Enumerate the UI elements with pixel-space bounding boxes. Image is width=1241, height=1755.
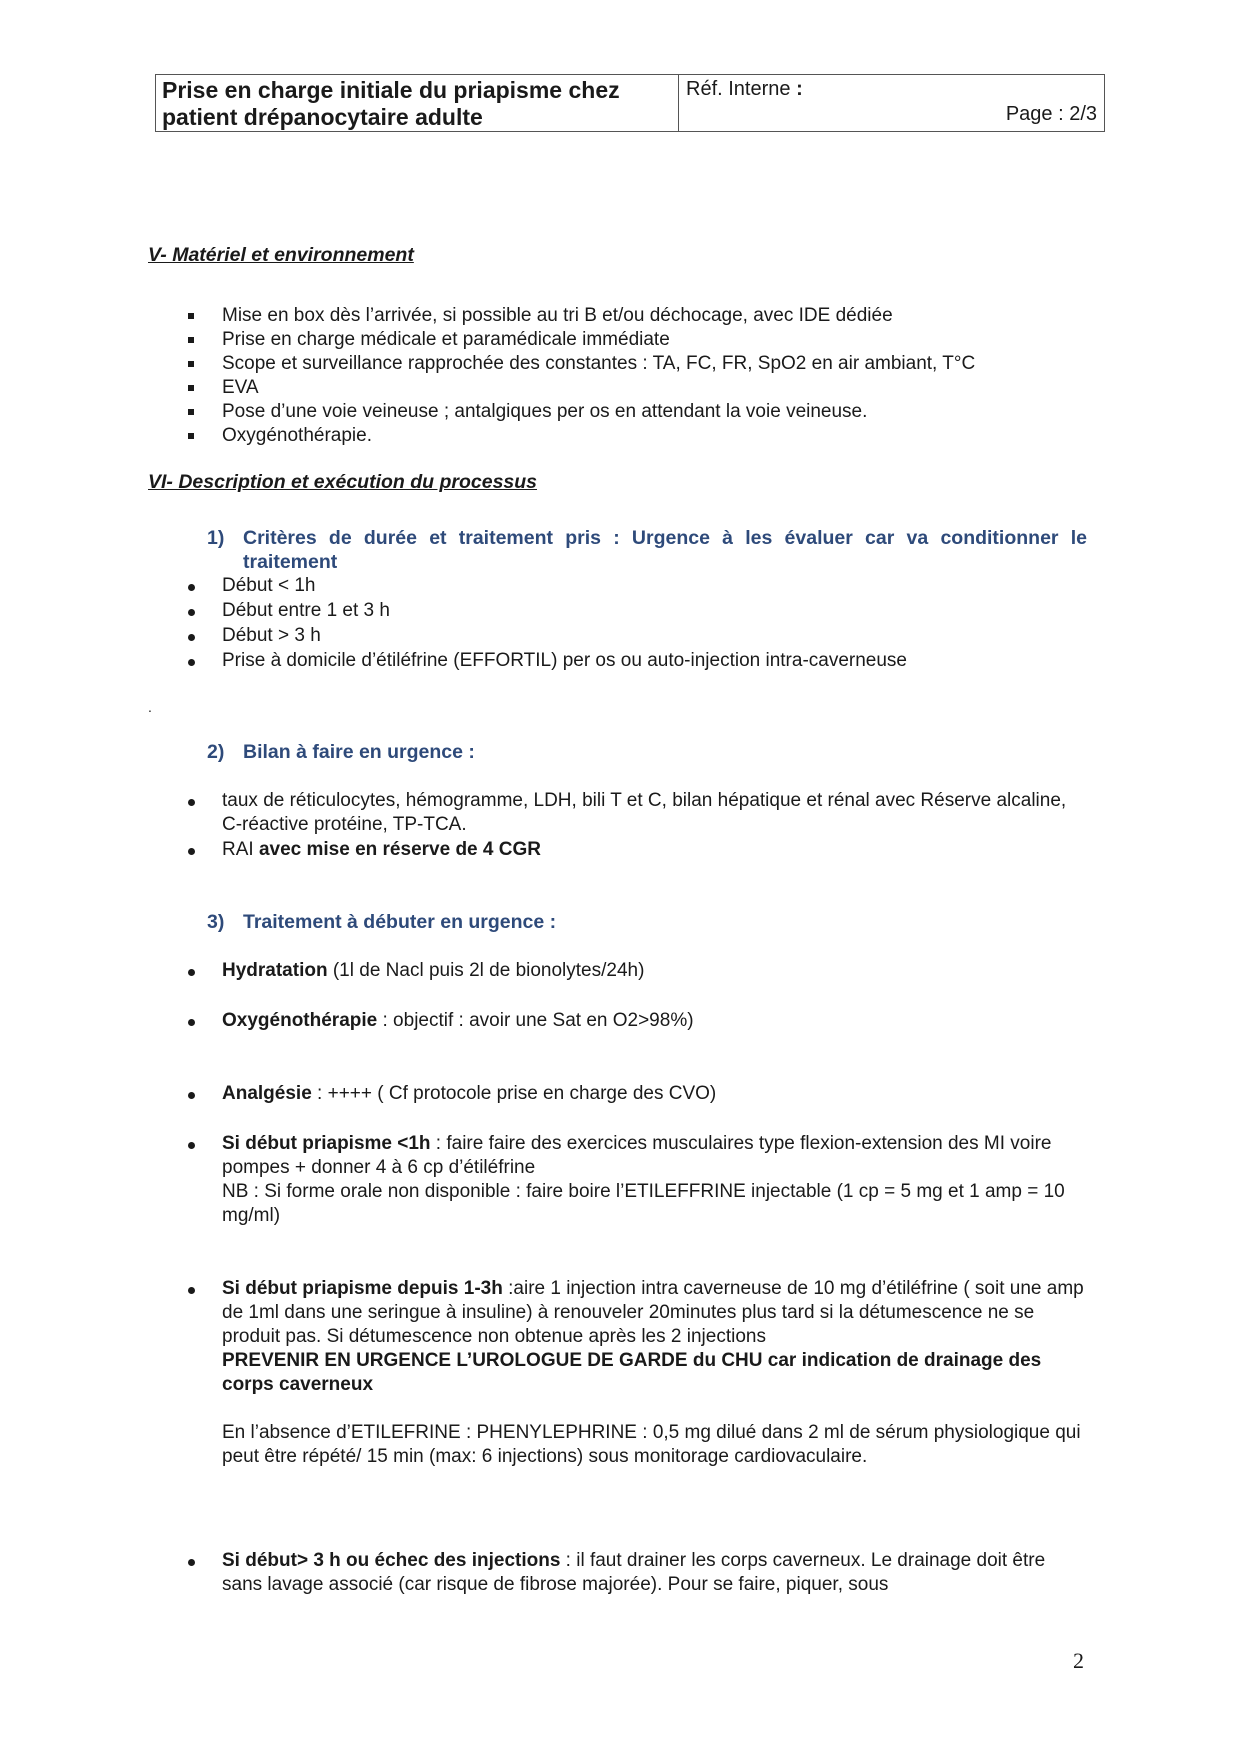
ref-colon: : bbox=[790, 78, 803, 100]
page-indicator: Page : 2/3 bbox=[1005, 103, 1097, 125]
list-item: Oxygénothérapie. bbox=[188, 424, 975, 448]
list-item: Mise en box dès l’arrivée, si possible au tri B et/ou déchocage, avec IDE dédiée bbox=[188, 304, 975, 328]
subsection-title: Traitement à débuter en urgence : bbox=[243, 911, 557, 933]
list-item: EVA bbox=[188, 376, 975, 400]
subsection-number: 1) bbox=[207, 527, 225, 549]
section-5-heading: V- Matériel et environnement bbox=[148, 244, 414, 266]
document-title bbox=[156, 75, 679, 131]
phenylephrine-alternative: En l’absence d’ETILEFRINE : PHENYLEPHRINE : 0,5 mg dilué dans 2 ml de sérum physiologique qui peut être répété/ 15 min (max: 6 injections) sous monitorage cardiovaculaire. bbox=[222, 1422, 1081, 1467]
page-number: 2 bbox=[1073, 1648, 1084, 1673]
subsection-title: Critères de durée et traitement pris : Urgence à les évaluer car va conditionner le traitement bbox=[243, 527, 1087, 573]
list-item: Pose d’une voie veineuse ; antalgiques per os en attendant la voie veineuse. bbox=[188, 400, 975, 424]
internal-reference bbox=[686, 78, 803, 101]
list-item: Début > 3 h bbox=[188, 624, 1088, 648]
subsection-3-heading bbox=[207, 910, 1087, 934]
stray-dot: . bbox=[148, 699, 152, 715]
document-header bbox=[155, 74, 1105, 132]
treatment-1-3h: Si début priapisme depuis 1-3h :aire 1 injection intra caverneuse de 10 mg d’étiléfrine ( soit une amp de 1ml dans une seringue à insuline) à renouveler 20minutes plus tard si la détumescence ne se produit pas. Si détumescence non obtenue après les 2 injections PREVENIR EN URGENCE L’UROLOGUE DE GARDE du CHU car indication de drainage des corps caverneux En l’absence d’ETILEFRINE : PHENYLEPHRINE : 0,5 mg dilué dans 2 ml de sérum physiologique qui peut être répété/ 15 min (max: 6 injections) sous monitorage cardiovaculaire. bbox=[188, 1277, 1088, 1469]
section-6-heading: VI- Description et exécution du processus bbox=[148, 471, 538, 493]
subsection-1-heading bbox=[207, 526, 1087, 574]
ref-label: Réf. Interne bbox=[686, 78, 791, 100]
list-item: Prise en charge médicale et paramédicale immédiate bbox=[188, 328, 975, 352]
subsection-number: 3) bbox=[207, 911, 225, 933]
treatment-oxygen: Oxygénothérapie : objectif : avoir une Sat en O2>98%) bbox=[188, 1009, 1088, 1033]
treatment-over-3h: Si début> 3 h ou échec des injections : il faut drainer les corps caverneux. Le drainage doit être sans lavage associé (car risque de fibrose majorée). Pour se faire, piquer, sous bbox=[188, 1549, 1088, 1597]
list-item: Scope et surveillance rapprochée des constantes : TA, FC, FR, SpO2 en air ambiant, T°C bbox=[188, 352, 975, 376]
section-5-list bbox=[188, 304, 975, 448]
list-item: Début < 1h bbox=[188, 574, 1088, 598]
header-meta bbox=[679, 75, 1104, 131]
treatment-under-1h: Si début priapisme <1h : faire faire des exercices musculaires type flexion-extension des MI voire pompes + donner 4 à 6 cp d’étiléfrine NB : Si forme orale non disponible : faire boire l’ETILEFFRINE injectable (1 cp = 5 mg et 1 amp = 10 mg/ml) bbox=[188, 1132, 1088, 1228]
nb-note: NB : Si forme orale non disponible : faire boire l’ETILEFFRINE injectable (1 cp = 5 mg et 1 amp = 10 mg/ml) bbox=[222, 1181, 1065, 1226]
document-title-line2: patient drépanocytaire adulte bbox=[162, 104, 483, 130]
subsection-number: 2) bbox=[207, 741, 225, 763]
urologist-alert: PREVENIR EN URGENCE L’UROLOGUE DE GARDE du CHU car indication de drainage des corps caverneux bbox=[222, 1350, 1042, 1395]
subsection-2-heading bbox=[207, 740, 1087, 764]
treatment-hydration: Hydratation (1l de Nacl puis 2l de bionolytes/24h) bbox=[188, 959, 1088, 983]
subsection-title: Bilan à faire en urgence : bbox=[243, 741, 475, 763]
list-item: taux de réticulocytes, hémogramme, LDH, bili T et C, bilan hépatique et rénal avec Réserve alcaline, C-réactive protéine, TP-TCA. bbox=[188, 789, 1088, 837]
list-item: Prise à domicile d’étiléfrine (EFFORTIL) per os ou auto-injection intra-caverneuse bbox=[188, 649, 1088, 673]
treatment-analgesia: Analgésie : ++++ ( Cf protocole prise en charge des CVO) bbox=[188, 1082, 1088, 1106]
list-item bbox=[188, 838, 1088, 862]
rai-label: RAI bbox=[222, 839, 259, 860]
document-title-line1: Prise en charge initiale du priapisme chez bbox=[162, 77, 620, 103]
cgr-reserve: avec mise en réserve de 4 CGR bbox=[258, 839, 541, 860]
list-item: Début entre 1 et 3 h bbox=[188, 599, 1088, 623]
